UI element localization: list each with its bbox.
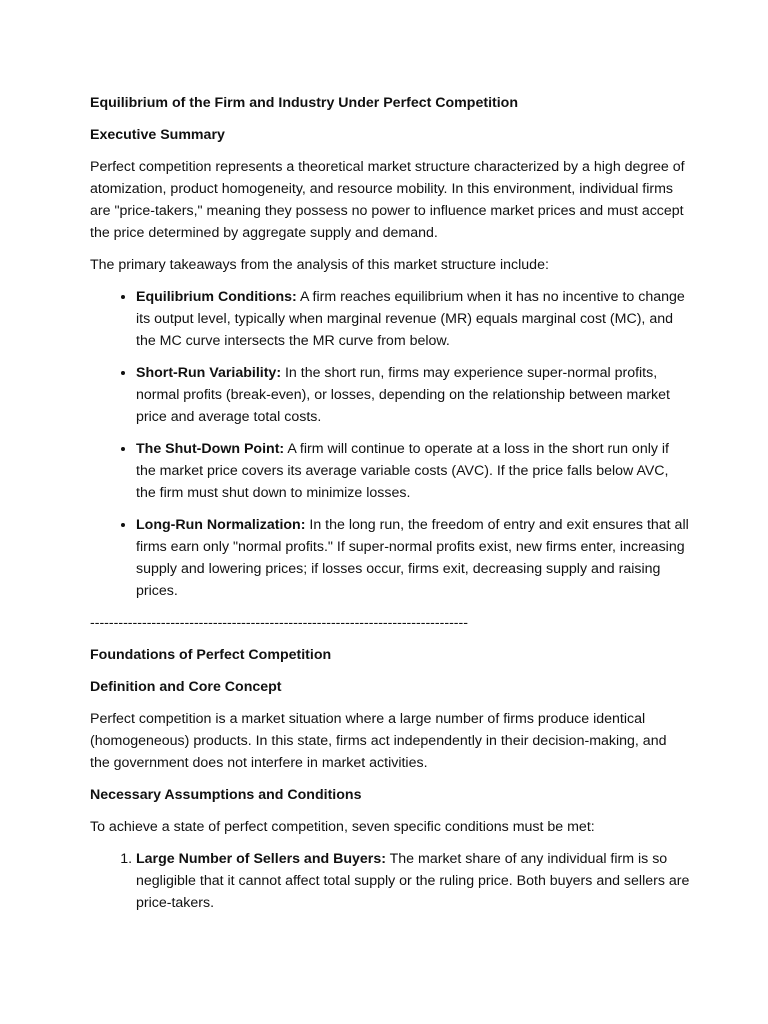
assumptions-heading: Necessary Assumptions and Conditions bbox=[90, 787, 362, 803]
list-item bbox=[136, 286, 690, 352]
list-item-term: The Shut-Down Point: bbox=[136, 441, 285, 457]
list-item-text: The market share of any individual firm is so negligible that it cannot affect total supply or the ruling price. Both buyers and sellers are price-takers. bbox=[136, 851, 690, 911]
definition-text: Perfect competition is a market situation where a large number of firms produce identical (homogeneous) products. In this state, firms act independently in their decision-making, and the government does not interfere in market activities. bbox=[90, 711, 667, 771]
list-item-text: A firm reaches equilibrium when it has no incentive to change its output level, typically when marginal revenue (MR) equals marginal cost (MC), and the MC curve intersects the MR curve from below. bbox=[136, 289, 685, 349]
list-item-term: Long-Run Normalization: bbox=[136, 517, 306, 533]
conditions-list bbox=[90, 848, 690, 914]
takeaways-list bbox=[90, 286, 690, 602]
document-body bbox=[90, 92, 690, 924]
list-item-term: Short-Run Variability: bbox=[136, 365, 282, 381]
list-item-text: In the long run, the freedom of entry and exit ensures that all firms earn only "normal profits." If super-normal profits exist, new firms enter, increasing supply and lowering prices; if losses occur, firms exit, decreasing supply and raising prices. bbox=[136, 517, 689, 599]
foundations-heading: Foundations of Perfect Competition bbox=[90, 647, 332, 663]
executive-summary-heading: Executive Summary bbox=[90, 127, 225, 143]
list-item-term: Large Number of Sellers and Buyers: bbox=[136, 851, 386, 867]
document-title: Equilibrium of the Firm and Industry Under Perfect Competition bbox=[90, 95, 519, 111]
list-item bbox=[136, 848, 690, 914]
list-item-text: A firm will continue to operate at a loss in the short run only if the market price covers its average variable costs (AVC). If the price falls below AVC, the firm must shut down to minimize losses. bbox=[136, 441, 669, 501]
list-item-text: In the short run, firms may experience super-normal profits, normal profits (break-even), or losses, depending on the relationship between market price and average total costs. bbox=[136, 365, 670, 425]
definition-heading: Definition and Core Concept bbox=[90, 679, 282, 695]
assumptions-intro: To achieve a state of perfect competition, seven specific conditions must be met: bbox=[90, 819, 595, 835]
list-item bbox=[136, 438, 690, 504]
takeaways-lead-in: The primary takeaways from the analysis of this market structure include: bbox=[90, 257, 549, 273]
list-item bbox=[136, 514, 690, 602]
section-divider: -------------------------------------------------------------------------------- bbox=[90, 615, 468, 631]
list-item bbox=[136, 362, 690, 428]
list-item-term: Equilibrium Conditions: bbox=[136, 289, 297, 305]
executive-summary-intro: Perfect competition represents a theoretical market structure characterized by a high degree of atomization, product homogeneity, and resource mobility. In this environment, individual firms are "price-takers," meaning they possess no power to influence market prices and must accept the price determined by aggregate supply and demand. bbox=[90, 159, 685, 241]
